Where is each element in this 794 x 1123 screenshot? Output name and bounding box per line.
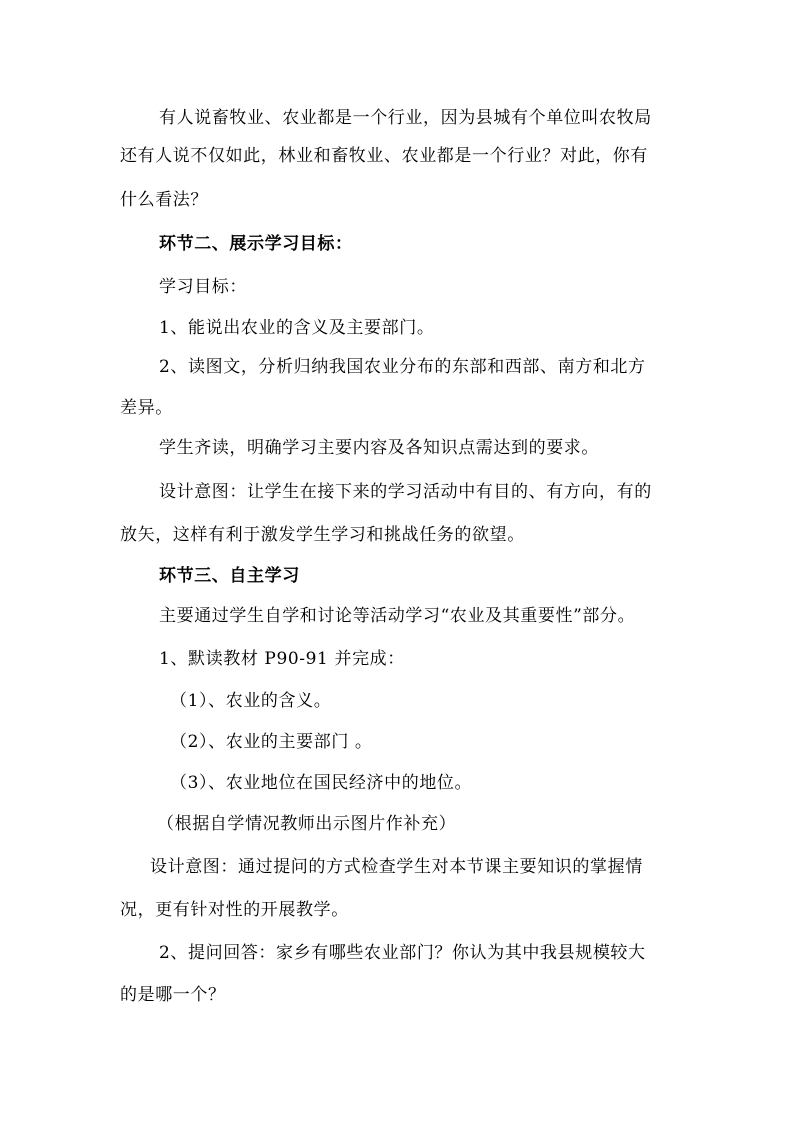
goal-item: 1、能说出农业的含义及主要部门。 [159, 318, 435, 338]
section-heading: 环节三、自主学习 [159, 566, 300, 586]
sub-item: （3）、农业地位在国民经济中的地位。 [170, 773, 473, 793]
sub-item: （1）、农业的含义。 [170, 691, 332, 711]
paragraph-line: 有人说畜牧业、农业都是一个行业，因为县城有个单位叫农牧局 [159, 108, 652, 128]
paragraph-line: 什么看法？ [120, 190, 208, 210]
goal-item: 2、读图文，分析归纳我国农业分布的东部和西部、南方和北方 [159, 357, 646, 377]
paragraph-line: 还有人说不仅如此，林业和畜牧业、农业都是一个行业？对此，你有 [120, 146, 648, 166]
design-intent-line: 设计意图：让学生在接下来的学习活动中有目的、有方向，有的 [159, 482, 652, 502]
sub-item: （2）、农业的主要部门 。 [170, 732, 373, 752]
section-heading: 环节二、展示学习目标： [159, 234, 353, 254]
design-intent-line: 设计意图：通过提问的方式检查学生对本节课主要知识的掌握情 [150, 857, 643, 877]
design-intent-line: 放矢，这样有利于激发学生学习和挑战任务的欲望。 [120, 525, 525, 545]
note: （根据自学情况教师出示图片作补充） [157, 814, 457, 834]
goal-item-continued: 差异。 [120, 398, 173, 418]
task-item: 1、默读教材 P90-91 并完成： [159, 649, 405, 669]
task-item-continued: 的是哪一个？ [120, 985, 226, 1005]
goals-label: 学习目标： [159, 277, 247, 297]
paragraph-line: 学生齐读，明确学习主要内容及各知识点需达到的要求。 [159, 438, 599, 458]
design-intent-line: 况，更有针对性的开展教学。 [120, 900, 349, 920]
paragraph-line: 主要通过学生自学和讨论等活动学习“农业及其重要性”部分。 [159, 606, 636, 626]
task-item: 2、提问回答：家乡有哪些农业部门？你认为其中我县规模较大 [159, 943, 646, 963]
